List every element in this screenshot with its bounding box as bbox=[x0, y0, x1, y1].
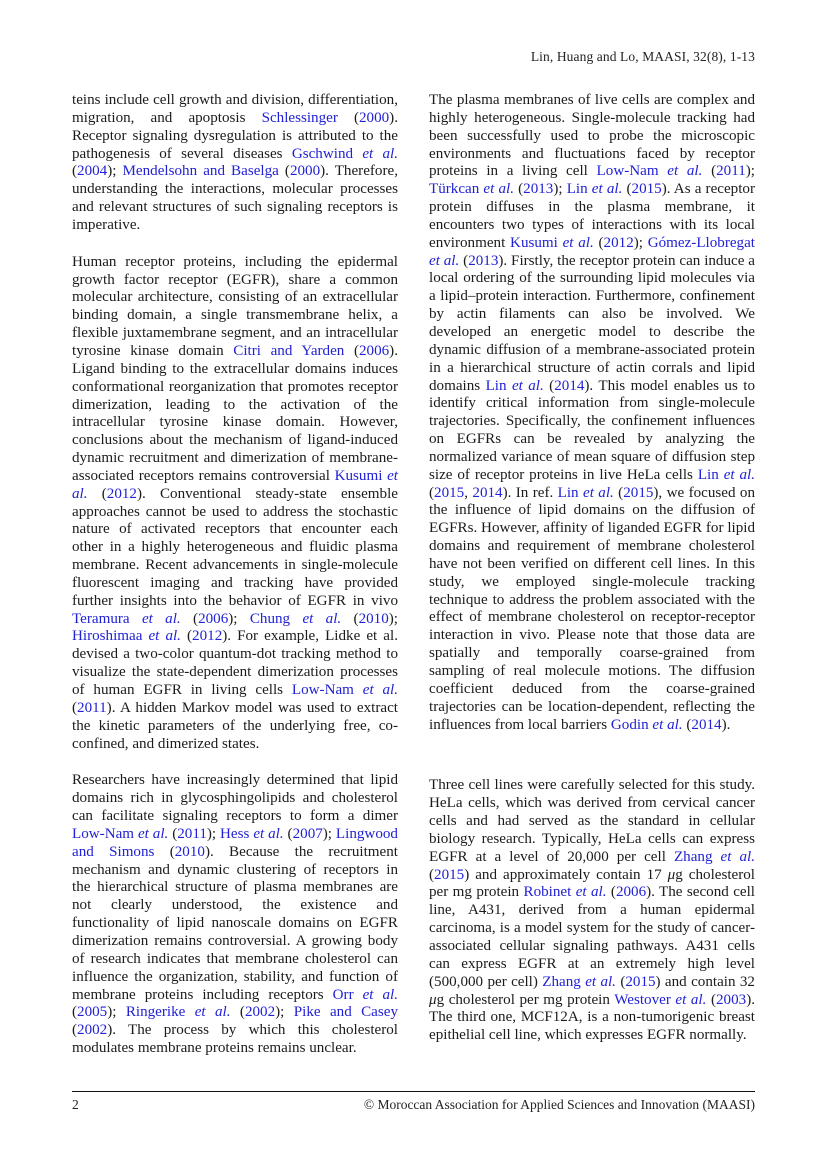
citation-link[interactable]: Kusumi bbox=[334, 467, 388, 484]
citation-link[interactable]: Orr bbox=[332, 986, 363, 1003]
citation-link[interactable]: Teramura bbox=[72, 610, 142, 627]
citation-link[interactable]: 2000 bbox=[358, 109, 390, 126]
citation-link[interactable]: et al. bbox=[723, 466, 755, 483]
citation-link[interactable]: Lin bbox=[697, 466, 724, 483]
citation-link[interactable]: 2006 bbox=[615, 884, 647, 901]
citation-link[interactable]: 2013 bbox=[468, 252, 499, 269]
citation-link[interactable]: Gschwind bbox=[291, 145, 363, 162]
citation-link[interactable]: Robinet bbox=[523, 884, 576, 901]
citation-link[interactable]: Mendelsohn and Baselga bbox=[122, 163, 279, 180]
citation-link[interactable]: Hiroshimaa bbox=[72, 628, 149, 645]
citation-link[interactable]: et al. bbox=[720, 848, 755, 865]
citation-link[interactable]: Lin bbox=[566, 181, 592, 198]
citation-link[interactable]: 2007 bbox=[292, 825, 323, 842]
citation-link[interactable]: 2015 bbox=[631, 181, 662, 198]
page-body bbox=[72, 92, 755, 1058]
citation-link[interactable]: et al. bbox=[652, 716, 683, 733]
citation-link[interactable]: 2015 bbox=[434, 484, 465, 501]
citation-link[interactable]: 2015 bbox=[623, 484, 654, 501]
citation-link[interactable]: Low-Nam bbox=[596, 163, 668, 180]
citation-link[interactable]: 2005 bbox=[77, 1004, 108, 1021]
citation-link[interactable]: Hess bbox=[220, 825, 254, 842]
citation-link[interactable]: 2003 bbox=[716, 991, 747, 1008]
citation-link[interactable]: et al. bbox=[667, 163, 703, 180]
paragraph: teins include cell growth and division, differentiation, migration, and apoptosis Schlessinger (2000). Receptor signaling dysregulation is attributed to the pathogenesis of several diseases Gschwind et al. (2004); Mendelsohn and Baselga (2000). Therefore, understanding the interactions, molecular processes and relevant structures of such signaling receptors is imperative. bbox=[72, 92, 398, 233]
paragraph: Human receptor proteins, including the epidermal growth factor receptor (EGFR), share a common molecular architecture, consisting of an extracellular binding domain, a single transmembrane helix, a flexible juxtamembrane segment, and an intracellular tyrosine kinase domain Citri and Yarden (2006). Ligand binding to the extracellular domains induces conformational reorganization that promotes receptor dimerization, leading to the activation of the intracellular tyrosine kinase domain. However, conclusions about the mechanism of ligand-induced dynamic recruitment and dimerization of membrane-associated receptors remains controversial Kusumi et al. (2012). Conventional steady-state ensemble approaches cannot be used to address the stochastic nature of activated receptors that encounter each other in a highly heterogeneous and fluidic plasma membrane. Recent advancements in single-molecule fluorescent imaging and tracking have provided further insights into the behavior of EGFR in vivo Teramura et al. (2006); Chung et al. (2010); Hiroshimaa et al. (2012). For example, Lidke et al. devised a two-color quantum-dot tracking method to visualize the state-dependent dimerization processes of human EGFR in living cells Low-Nam et al. (2011). A hidden Markov model was used to extract the kinetic parameters of the underlying free, co-confined, and dimerized states. bbox=[72, 253, 398, 752]
running-head: Lin, Huang and Lo, MAASI, 32(8), 1-13 bbox=[530, 49, 755, 64]
citation-link[interactable]: 2010 bbox=[174, 843, 205, 860]
citation-link[interactable]: Lingwood and Simons bbox=[72, 825, 398, 860]
citation-link[interactable]: Zhang bbox=[673, 848, 721, 865]
citation-link[interactable]: 2002 bbox=[244, 1004, 276, 1021]
citation-link[interactable]: 2010 bbox=[358, 610, 389, 627]
citation-link[interactable]: et al. bbox=[194, 1004, 231, 1021]
citation-link[interactable]: Chung bbox=[249, 610, 303, 627]
citation-link[interactable]: 2000 bbox=[289, 163, 321, 180]
citation-link[interactable]: et al. bbox=[575, 884, 607, 901]
citation-link[interactable]: 2012 bbox=[192, 628, 223, 645]
citation-link[interactable]: 2011 bbox=[716, 163, 746, 180]
citation-link[interactable]: et al. bbox=[302, 610, 342, 627]
citation-link[interactable]: et al. bbox=[72, 467, 398, 502]
citation-link[interactable]: Westover bbox=[614, 991, 676, 1008]
citation-link[interactable]: 2014 bbox=[691, 716, 722, 733]
citation-link[interactable]: et al. bbox=[148, 628, 181, 645]
citation-link[interactable]: Godin bbox=[610, 716, 653, 733]
citation-link[interactable]: et al. bbox=[511, 377, 544, 394]
page-number: 2 bbox=[72, 1097, 79, 1112]
citation-link[interactable]: 2012 bbox=[106, 485, 137, 502]
citation-link[interactable]: Low-Nam bbox=[291, 682, 363, 698]
citation-link[interactable]: Pike and Casey bbox=[293, 1004, 399, 1021]
citation-link[interactable]: et al. bbox=[585, 973, 616, 990]
paragraph: Researchers have increasingly determined that lipid domains rich in glycosphingolipids and cholesterol can facilitate signaling receptors to form a dimer Low-Nam et al. (2011); Hess et al. (2007); Lingwood and Simons (2010). Because the recruitment mechanism and dynamic clustering of receptors in the hierarchical structure of plasma membranes are not clearly understood, the existence and functionality of lipid nanoscale domains on EGFR dimerization remains controversial. A growing body of research indicates that membrane cholesterol can influence the organization, stability, and function of membrane proteins including receptors Orr et al. (2005); Ringerike et al. (2002); Pike and Casey (2002). The process by which this cholesterol modulates membrane proteins remains unclear. bbox=[72, 772, 399, 1057]
citation-link[interactable]: et al. bbox=[362, 682, 398, 698]
citation-link[interactable]: 2004 bbox=[77, 163, 108, 180]
citation-link[interactable]: 2014 bbox=[472, 484, 503, 501]
column-right bbox=[429, 92, 755, 1058]
citation-link[interactable]: et al. bbox=[675, 991, 707, 1008]
citation-link[interactable]: 2015 bbox=[625, 973, 656, 990]
citation-link[interactable]: 2014 bbox=[554, 377, 585, 394]
citation-link[interactable]: Citri and Yarden bbox=[233, 342, 345, 359]
citation-link[interactable]: Lin bbox=[557, 484, 583, 501]
citation-link[interactable]: 2006 bbox=[198, 610, 229, 627]
italic-text: μ bbox=[429, 991, 437, 1008]
citation-link[interactable]: et al. bbox=[141, 610, 181, 627]
citation-link[interactable]: Gómez-Llobregat bbox=[647, 234, 755, 251]
citation-link[interactable]: 2015 bbox=[434, 866, 465, 883]
citation-link[interactable]: Türkcan bbox=[429, 181, 484, 198]
citation-link[interactable]: Schlessinger bbox=[261, 109, 338, 126]
citation-link[interactable]: et al. bbox=[583, 484, 614, 501]
citation-link[interactable]: 2002 bbox=[77, 1022, 108, 1039]
citation-link[interactable]: 2011 bbox=[177, 825, 207, 842]
citation-link[interactable]: et al. bbox=[562, 234, 594, 251]
citation-link[interactable]: 2012 bbox=[603, 234, 634, 251]
citation-link[interactable]: et al. bbox=[137, 825, 169, 842]
page-footer bbox=[72, 1091, 755, 1113]
citation-link[interactable]: 2006 bbox=[358, 342, 390, 359]
citation-link[interactable]: et al. bbox=[429, 252, 460, 269]
citation-link[interactable]: Low-Nam bbox=[72, 825, 138, 842]
paragraph: Three cell lines were carefully selected for this study. HeLa cells, which was derived from cervical cancer cells and had served as the standard in cellular biology research. Typically, HeLa cells can express EGFR at a level of 20,000 per cell Zhang et al. (2015) and approximately contain 17 μg cholesterol per mg protein Robinet et al. (2006). The second cell line, A431, derived from a human epidermal carcinoma, is a model system for the study of cancer-associated cellular signaling pathways. A431 cells can express EGFR at an extremely high level (500,000 per cell) Zhang et al. (2015) and contain 32 μg cholesterol per mg protein Westover et al. (2003). The third one, MCF12A, is a non-tumorigenic breast epithelial cell line, which expresses EGFR normally. bbox=[429, 777, 756, 1044]
citation-link[interactable]: et al. bbox=[253, 825, 284, 842]
citation-link[interactable]: 2011 bbox=[77, 699, 107, 716]
citation-link[interactable]: et al. bbox=[362, 145, 398, 162]
citation-link[interactable]: et al. bbox=[591, 181, 623, 198]
citation-link[interactable]: Ringerike bbox=[125, 1004, 195, 1021]
paragraph: The plasma membranes of live cells are complex and highly heterogeneous. Single-molecule tracking had been successfully used to probe the microscopic environments and fluctuations faced by receptor proteins in a living cell Low-Nam et al. (2011); Türkcan et al. (2013); Lin et al. (2015). As a receptor protein diffuses in the plasma membrane, it encounters two types of interactions with its local environment Kusumi et al. (2012); Gómez-Llobregat et al. (2013). Firstly, the receptor protein can induce a local ordering of the surrounding lipid molecules via a lipid–protein interaction. Furthermore, confinement by actin filaments can also be involved. We developed an energetic model to describe the dynamic diffusion of a membrane-associated protein in a hierarchical structure of actin corrals and lipid domains Lin et al. (2014). This model enables us to identify critical information from single-molecule trajectories. Specifically, the confinement influences on EGFRs can be revealed by analyzing the normalized variance of mean square of diffusion step size of receptor proteins in live HeLa cells Lin et al. (2015, 2014). In ref. Lin et al. (2015), we focused on the influence of lipid domains on the diffusion of EGFRs. However, affinity of liganded EGFR for lipid domains and requirement of membrane cholesterol have not been verified on different cell lines. In this study, we employed single-molecule tracking technique to address the problem associated with the effect of membrane cholesterol on receptor-receptor interaction in vivo. Please note that those data are spatially and temporally coarse-grained from sampling of real molecule motions. The diffusion coefficient deduced from the coarse-grained trajectories can be location-dependent, reflecting the influences from local barriers Godin et al. (2014). bbox=[429, 92, 756, 733]
citation-link[interactable]: Lin bbox=[485, 377, 512, 394]
citation-link[interactable]: Kusumi bbox=[510, 234, 563, 251]
copyright-notice: © Moroccan Association for Applied Sciences and Innovation (MAASI) bbox=[363, 1097, 755, 1112]
citation-link[interactable]: et al. bbox=[483, 181, 514, 198]
column-left bbox=[72, 92, 398, 1058]
citation-link[interactable]: Zhang bbox=[542, 973, 586, 990]
citation-link[interactable]: et al. bbox=[362, 986, 398, 1003]
italic-text: μ bbox=[667, 866, 676, 883]
citation-link[interactable]: 2013 bbox=[523, 181, 554, 198]
